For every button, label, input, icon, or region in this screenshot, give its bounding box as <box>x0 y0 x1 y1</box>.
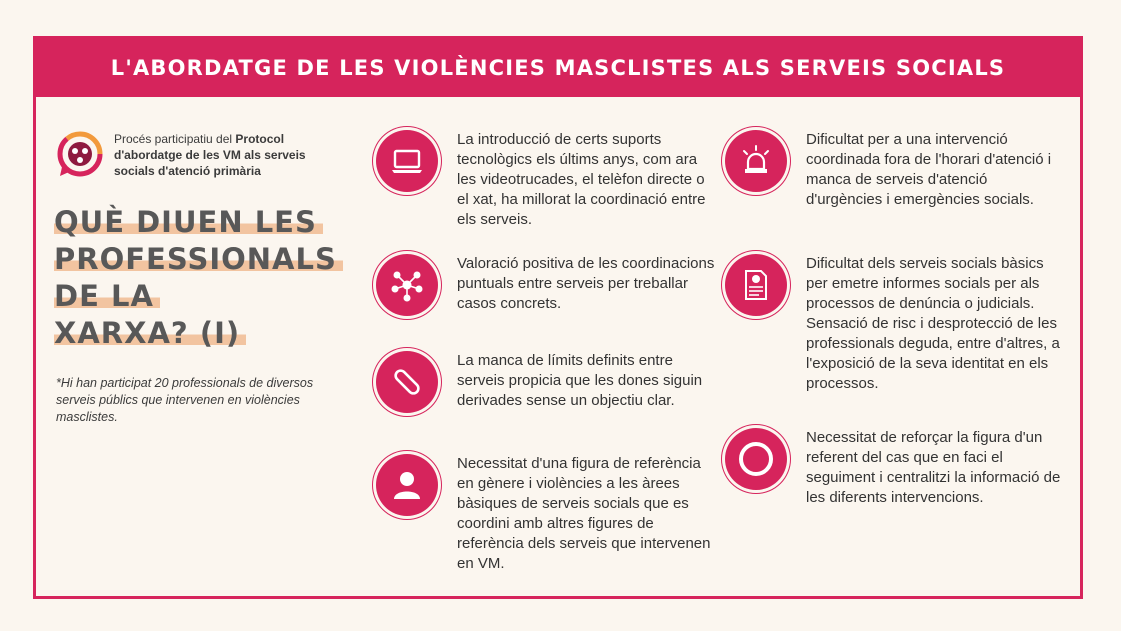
heading-line-3: DE LA <box>54 279 160 313</box>
item-icon-badge <box>725 130 787 192</box>
item-icon-badge <box>725 428 787 490</box>
header-banner <box>36 39 1080 97</box>
heading-line-2: PROFESSIONALS <box>54 242 343 276</box>
paperclip-icon <box>389 364 425 400</box>
section-heading <box>54 204 374 352</box>
ring-icon <box>736 439 776 479</box>
project-caption-line1: Procés participatiu del <box>114 132 236 146</box>
item-text: Dificultat per a una intervenció coordinada fora de l'horari d'atenció i manca de serveis d'atenció d'urgències i emergències socials. <box>806 131 1052 208</box>
list-item <box>376 130 716 230</box>
item-text: Valoració positiva de les coordinacions puntuals entre serveis per treballar casos concrets. <box>457 255 715 312</box>
participation-logo-icon <box>56 131 104 179</box>
page-title: L'ABORDATGE DE LES VIOLÈNCIES MASCLISTES ALS SERVEIS SOCIALS <box>110 56 1006 80</box>
project-caption-line3: socials d'atenció primària <box>114 164 261 178</box>
item-text: Necessitat de reforçar la figura d'un referent del cas que en faci el seguiment i centralitzi la informació de les diferents intervencions. <box>806 429 1061 506</box>
siren-icon <box>738 143 774 179</box>
item-icon-badge <box>376 351 438 413</box>
network-icon <box>386 264 428 306</box>
infographic-frame <box>33 36 1083 599</box>
project-caption <box>114 131 306 179</box>
item-icon-badge <box>376 130 438 192</box>
item-text: Dificultat dels serveis socials bàsics per emetre informes socials per als processos de denúncia o judicials. Sensació de risc i desprotecció de les professionals deguda, entre d'altres, a l'exposició de la seva identitat en els processos. <box>806 255 1060 392</box>
item-text: Necessitat d'una figura de referència en gènere i violències a les àrees bàsiques de serveis socials que es coordini amb altres figures de referència dels serveis que intervenen en VM. <box>457 455 711 572</box>
item-icon-badge <box>376 454 438 516</box>
list-item <box>376 351 716 413</box>
laptop-icon <box>389 143 425 179</box>
list-item <box>376 454 716 574</box>
item-icon-badge <box>725 254 787 316</box>
list-item <box>376 254 716 316</box>
person-icon <box>389 467 425 503</box>
project-logo-block <box>56 131 356 181</box>
document-alert-icon <box>738 267 774 303</box>
project-caption-line2: d'abordatge de les VM als serveis <box>114 148 306 162</box>
item-text: La introducció de certs suports tecnològics els últims anys, com ara les videotrucades, el telèfon directe o el xat, ha millorat la coordinació entre els serveis. <box>457 131 706 228</box>
item-icon-badge <box>376 254 438 316</box>
list-item <box>725 428 1065 508</box>
list-item <box>725 130 1065 210</box>
list-item <box>725 254 1065 394</box>
item-text: La manca de límits definits entre serveis propicia que les dones siguin derivades sense un objectiu clar. <box>457 352 703 409</box>
heading-line-1: QUÈ DIUEN LES <box>54 205 323 239</box>
project-caption-line1-bold: Protocol <box>235 132 285 146</box>
participants-footnote: *Hi han participat 20 professionals de diversos serveis públics que intervenen en violències masclistes. <box>56 376 314 424</box>
heading-line-4: XARXA? (I) <box>54 316 246 350</box>
